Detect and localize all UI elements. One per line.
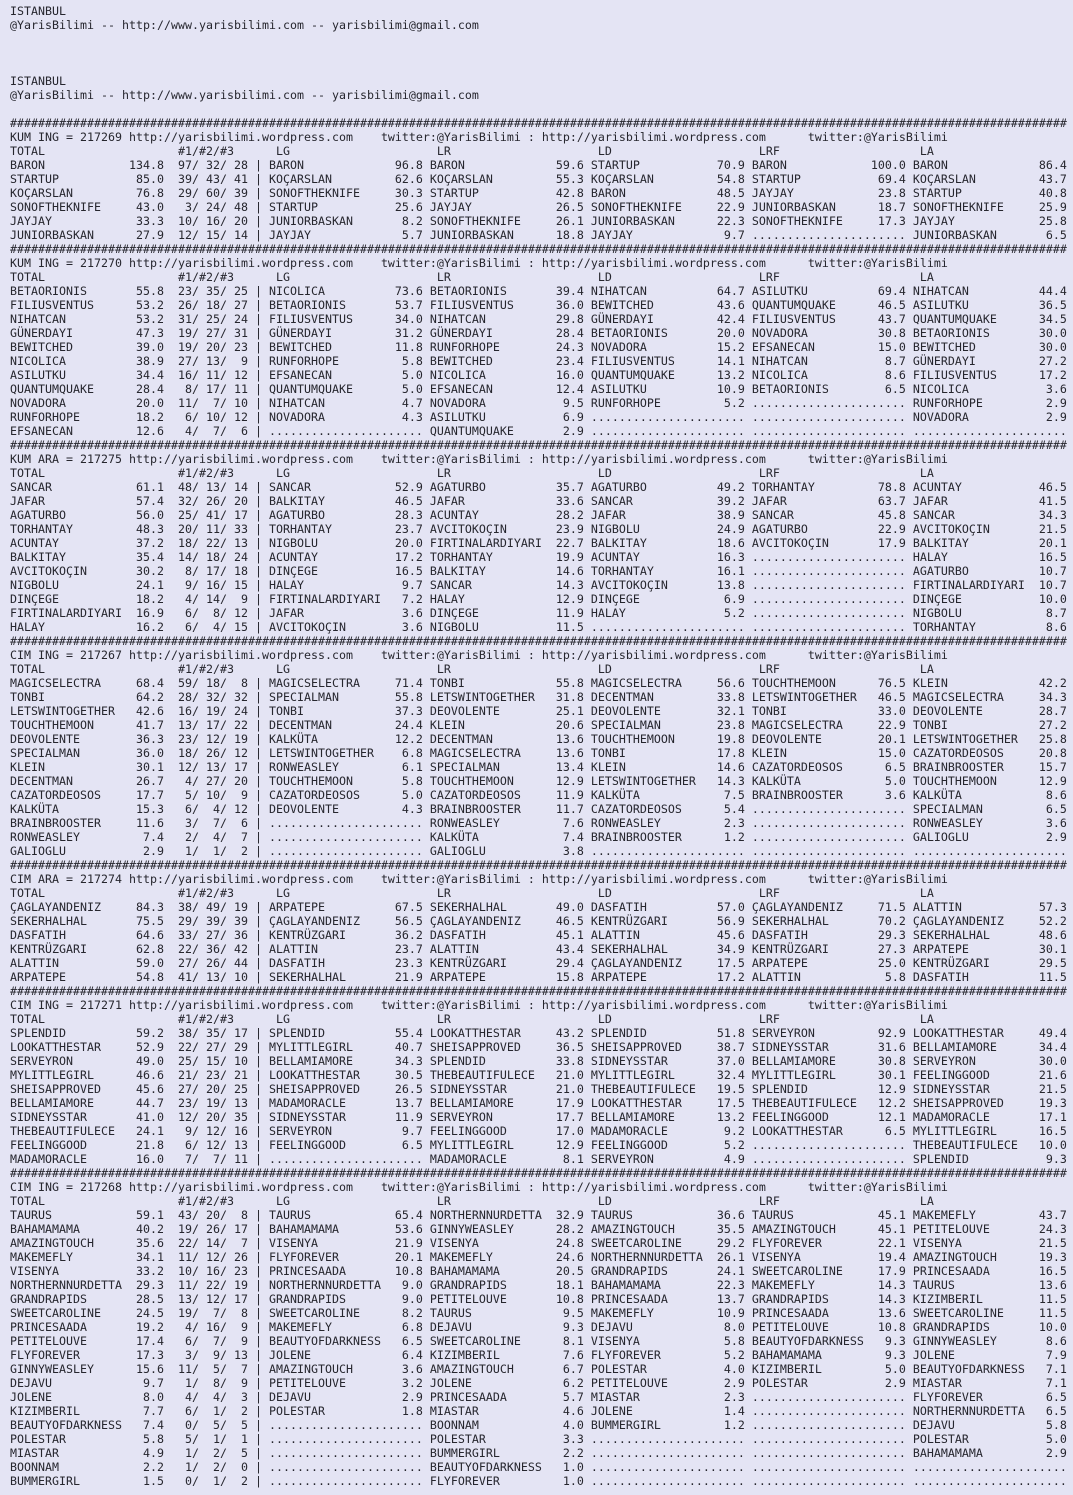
stat-row-line: TAURUS 59.1 43/ 20/ 8 | TAURUS 65.4 NORTHERNNURDETTA 32.9 TAURUS 36.6 TAURUS 45.1 MAKEMEFLY 43.7 [10, 1208, 1067, 1222]
section-separator: ####################################################################################################################################################### [10, 1166, 1067, 1180]
stat-row-line: JAYJAY 33.3 10/ 16/ 20 | JUNIORBASKAN 8.2 SONOFTHEKNIFE 26.1 JUNIORBASKAN 22.3 SONOFTHEKNIFE 17.3 JAYJAY 25.8 [10, 214, 1067, 228]
stat-row-line: RUNFORHOPE 18.2 6/ 10/ 12 | NOVADORA 4.3 ASILUTKU 6.9 ...................... ...................... NOVADORA 2.9 [10, 410, 1067, 424]
stat-row-line: BOONNAM 2.2 1/ 2/ 0 | ...................... BEAUTYOFDARKNESS 1.0 ...................... ...................... ...................... [10, 1460, 1067, 1474]
stat-row-line: FLYFOREVER 17.3 3/ 9/ 13 | JOLENE 6.4 KIZIMBERIL 7.6 FLYFOREVER 5.2 BAHAMAMAMA 9.3 JOLENE 7.9 [10, 1348, 1067, 1362]
section-title-line: KUM ING = 217269 http://yarisbilimi.wordpress.com twitter:@YarisBilimi : http://yarisbilimi.wordpress.com twitter:@YarisBilimi [10, 130, 948, 144]
stat-row-line: NIGBOLU 24.1 9/ 16/ 15 | HALAY 9.7 SANCAR 14.3 AVCITOKOÇIN 13.8 ...................... FIRTINALARDIYARI 10.7 [10, 578, 1067, 592]
stat-row-line: BUMMERGIRL 1.5 0/ 1/ 2 | ...................... FLYFOREVER 1.0 ...................... ...................... ...................... [10, 1474, 1067, 1488]
stat-row-line: BRAINBROOSTER 11.6 3/ 7/ 6 | ...................... RONWEASLEY 7.6 RONWEASLEY 2.3 ...................... RONWEASLEY 3.6 [10, 816, 1067, 830]
stat-row-line: JUNIORBASKAN 27.9 12/ 15/ 14 | JAYJAY 5.7 JUNIORBASKAN 18.8 JAYJAY 9.7 ...................... JUNIORBASKAN 6.5 [10, 228, 1067, 242]
stat-row-line: SWEETCAROLINE 24.5 19/ 7/ 8 | SWEETCAROLINE 8.2 TAURUS 9.5 MAKEMEFLY 10.9 PRINCESAADA 13.6 SWEETCAROLINE 11.5 [10, 1306, 1067, 1320]
stat-row-line: SHEISAPPROVED 45.6 27/ 20/ 25 | SHEISAPPROVED 26.5 SIDNEYSSTAR 21.0 THEBEAUTIFULECE 19.5 SPLENDID 12.9 SIDNEYSSTAR 21.5 [10, 1082, 1067, 1096]
stat-row-line: TOUCHTHEMOON 41.7 13/ 17/ 22 | DECENTMAN 24.4 KLEIN 20.6 SPECIALMAN 23.8 MAGICSELECTRA 22.9 TONBI 27.2 [10, 718, 1067, 732]
section-separator: ####################################################################################################################################################### [10, 634, 1067, 648]
stat-row-line: RONWEASLEY 7.4 2/ 4/ 7 | ...................... KALKÜTA 7.4 BRAINBROOSTER 1.2 ...................... GALIOGLU 2.9 [10, 830, 1067, 844]
column-header-line: TOTAL #1/#2/#3 LG LR LD LRF LA [10, 1194, 1067, 1208]
stat-row-line: ASILUTKU 34.4 16/ 11/ 12 | EFSANECAN 5.0 NICOLICA 16.0 QUANTUMQUAKE 13.2 NICOLICA 8.6 FILIUSVENTUS 17.2 [10, 368, 1067, 382]
section-title-line: CIM ING = 217267 http://yarisbilimi.wordpress.com twitter:@YarisBilimi : http://yarisbilimi.wordpress.com twitter:@YarisBilimi [10, 648, 948, 662]
stat-row-line: FIRTINALARDIYARI 16.9 6/ 8/ 12 | JAFAR 3.6 DINÇEGE 11.9 HALAY 5.2 ...................... NIGBOLU 8.7 [10, 606, 1067, 620]
stat-row-line: MYLITTLEGIRL 46.6 21/ 23/ 21 | LOOKATTHESTAR 30.5 THEBEAUTIFULECE 21.0 MYLITTLEGIRL 32.4 MYLITTLEGIRL 30.1 FEELINGGOOD 21.6 [10, 1068, 1067, 1082]
stat-row-line: KENTRÜZGARI 62.8 22/ 36/ 42 | ALATTIN 23.7 ALATTIN 43.4 SEKERHALHAL 34.9 KENTRÜZGARI 27.3 ARPATEPE 30.1 [10, 942, 1067, 956]
column-header-line: TOTAL #1/#2/#3 LG LR LD LRF LA [10, 886, 1067, 900]
section-separator: ####################################################################################################################################################### [10, 242, 1067, 256]
stat-row-line: NICOLICA 38.9 27/ 13/ 9 | RUNFORHOPE 5.8 BEWITCHED 23.4 FILIUSVENTUS 14.1 NIHATCAN 8.7 GÜNERDAYI 27.2 [10, 354, 1067, 368]
stat-row-line: POLESTAR 5.8 5/ 1/ 1 | ...................... POLESTAR 3.3 ...................... ...................... POLESTAR 5.0 [10, 1432, 1067, 1446]
stat-row-line: MADAMORACLE 16.0 7/ 7/ 11 | ...................... MADAMORACLE 8.1 SERVEYRON 4.9 ...................... SPLENDID 9.3 [10, 1152, 1067, 1166]
section-separator: ####################################################################################################################################################### [10, 984, 1067, 998]
stat-row-line: NORTHERNNURDETTA 29.3 11/ 22/ 19 | NORTHERNNURDETTA 9.0 GRANDRAPIDS 18.1 BAHAMAMAMA 22.3 MAKEMEFLY 14.3 TAURUS 13.6 [10, 1278, 1067, 1292]
stat-row-line: DECENTMAN 26.7 4/ 27/ 20 | TOUCHTHEMOON 5.8 TOUCHTHEMOON 12.9 LETSWINTOGETHER 14.3 KALKÜTA 5.0 TOUCHTHEMOON 12.9 [10, 774, 1067, 788]
stat-row-line: SPLENDID 59.2 38/ 35/ 17 | SPLENDID 55.4 LOOKATTHESTAR 43.2 SPLENDID 51.8 SERVEYRON 92.9 LOOKATTHESTAR 49.4 [10, 1026, 1067, 1040]
stat-row-line: FEELINGGOOD 21.8 6/ 12/ 13 | FEELINGGOOD 6.5 MYLITTLEGIRL 12.9 FEELINGGOOD 5.2 ...................... THEBEAUTIFULECE 10.0 [10, 1138, 1067, 1152]
stat-row-line: KLEIN 30.1 12/ 13/ 17 | RONWEASLEY 6.1 SPECIALMAN 13.4 KLEIN 14.6 CAZATORDEOSOS 6.5 BRAINBROOSTER 15.7 [10, 760, 1067, 774]
stat-row-line: BELLAMIAMORE 44.7 23/ 19/ 13 | MADAMORACLE 13.7 BELLAMIAMORE 17.9 LOOKATTHESTAR 17.5 THEBEAUTIFULECE 12.2 SHEISAPPROVED 19.3 [10, 1096, 1067, 1110]
stat-row-line: NOVADORA 20.0 11/ 7/ 10 | NIHATCAN 4.7 NOVADORA 9.5 RUNFORHOPE 5.2 ...................... RUNFORHOPE 2.9 [10, 396, 1067, 410]
stat-row-line: KOÇARSLAN 76.8 29/ 60/ 39 | SONOFTHEKNIFE 30.3 STARTUP 42.8 BARON 48.5 JAYJAY 23.8 STARTUP 40.8 [10, 186, 1067, 200]
stat-row-line: SANCAR 61.1 48/ 13/ 14 | SANCAR 52.9 AGATURBO 35.7 AGATURBO 49.2 TORHANTAY 78.8 ACUNTAY 46.5 [10, 480, 1067, 494]
stat-row-line: AMAZINGTOUCH 35.6 22/ 14/ 7 | VISENYA 21.9 VISENYA 24.8 SWEETCAROLINE 29.2 FLYFOREVER 22.1 VISENYA 21.5 [10, 1236, 1067, 1250]
section-separator: ####################################################################################################################################################### [10, 438, 1067, 452]
stat-row-line: DINÇEGE 18.2 4/ 14/ 9 | FIRTINALARDIYARI 7.2 HALAY 12.9 DINÇEGE 6.9 ...................... DINÇEGE 10.0 [10, 592, 1067, 606]
stat-row-line: THEBEAUTIFULECE 24.1 9/ 12/ 16 | SERVEYRON 9.7 FEELINGGOOD 17.0 MADAMORACLE 9.2 LOOKATTHESTAR 6.5 MYLITTLEGIRL 16.5 [10, 1124, 1067, 1138]
stat-row-line: HALAY 16.2 6/ 4/ 15 | AVCITOKOÇIN 3.6 NIGBOLU 11.5 ...................... ...................... TORHANTAY 8.6 [10, 620, 1067, 634]
column-header-line: TOTAL #1/#2/#3 LG LR LD LRF LA [10, 466, 1067, 480]
column-header-line: TOTAL #1/#2/#3 LG LR LD LRF LA [10, 1012, 1067, 1026]
stat-row-line: BETAORIONIS 55.8 23/ 35/ 25 | NICOLICA 73.6 BETAORIONIS 39.4 NIHATCAN 64.7 ASILUTKU 69.4 NIHATCAN 44.4 [10, 284, 1067, 298]
section-title-line: KUM ARA = 217275 http://yarisbilimi.wordpress.com twitter:@YarisBilimi : http://yarisbilimi.wordpress.com twitter:@YarisBilimi [10, 452, 948, 466]
stat-row-line: KIZIMBERIL 7.7 6/ 1/ 2 | POLESTAR 1.8 MIASTAR 4.6 JOLENE 1.4 ...................... NORTHERNNURDETTA 6.5 [10, 1404, 1067, 1418]
column-header-line: TOTAL #1/#2/#3 LG LR LD LRF LA [10, 270, 1067, 284]
stat-row-line: TONBI 64.2 28/ 32/ 32 | SPECIALMAN 55.8 LETSWINTOGETHER 31.8 DECENTMAN 33.8 LETSWINTOGETHER 46.5 MAGICSELECTRA 34.3 [10, 690, 1067, 704]
section-title-line: CIM ING = 217271 http://yarisbilimi.wordpress.com twitter:@YarisBilimi : http://yarisbilimi.wordpress.com twitter:@YarisBilimi [10, 998, 948, 1012]
stat-row-line: BAHAMAMAMA 40.2 19/ 26/ 17 | BAHAMAMAMA 53.6 GINNYWEASLEY 28.2 AMAZINGTOUCH 35.5 AMAZINGTOUCH 45.1 PETITELOUVE 24.3 [10, 1222, 1067, 1236]
blank-line [10, 102, 1073, 116]
blank-line [10, 32, 1073, 46]
city-line-repeat: ISTANBUL [10, 74, 66, 88]
stat-row-line: MAGICSELECTRA 68.4 59/ 18/ 8 | MAGICSELECTRA 71.4 TONBI 55.8 MAGICSELECTRA 56.6 TOUCHTHEMOON 76.5 KLEIN 42.2 [10, 676, 1067, 690]
stat-row-line: SERVEYRON 49.0 25/ 15/ 10 | BELLAMIAMORE 34.3 SPLENDID 33.8 SIDNEYSSTAR 37.0 BELLAMIAMORE 30.8 SERVEYRON 30.0 [10, 1054, 1067, 1068]
stat-row-line: QUANTUMQUAKE 28.4 8/ 17/ 11 | QUANTUMQUAKE 5.0 EFSANECAN 12.4 ASILUTKU 10.9 BETAORIONIS 6.5 NICOLICA 3.6 [10, 382, 1067, 396]
stat-row-line: GINNYWEASLEY 15.6 11/ 5/ 7 | AMAZINGTOUCH 3.6 AMAZINGTOUCH 6.7 POLESTAR 4.0 KIZIMBERIL 5.0 BEAUTYOFDARKNESS 7.1 [10, 1362, 1067, 1376]
report-body [10, 116, 1073, 1488]
contact-line-repeat: @YarisBilimi -- http://www.yarisbilimi.com -- yarisbilimi@gmail.com [10, 88, 479, 102]
stat-row-line: STARTUP 85.0 39/ 43/ 41 | KOÇARSLAN 62.6 KOÇARSLAN 55.3 KOÇARSLAN 54.8 STARTUP 69.4 KOÇARSLAN 43.7 [10, 172, 1067, 186]
blank-line [10, 60, 1073, 74]
stat-row-line: BEWITCHED 39.0 19/ 20/ 23 | BEWITCHED 11.8 RUNFORHOPE 24.3 NOVADORA 15.2 EFSANECAN 15.0 BEWITCHED 30.0 [10, 340, 1067, 354]
stat-row-line: ARPATEPE 54.8 41/ 13/ 10 | SEKERHALHAL 21.9 ARPATEPE 15.8 ARPATEPE 17.2 ALATTIN 5.8 DASFATIH 11.5 [10, 970, 1067, 984]
stat-row-line: SPECIALMAN 36.0 18/ 26/ 12 | LETSWINTOGETHER 6.8 MAGICSELECTRA 13.6 TONBI 17.8 KLEIN 15.0 CAZATORDEOSOS 20.8 [10, 746, 1067, 760]
stat-row-line: BEAUTYOFDARKNESS 7.4 0/ 5/ 5 | ...................... BOONNAM 4.0 BUMMERGIRL 1.2 ...................... DEJAVU 5.8 [10, 1418, 1067, 1432]
section-title-line: CIM ARA = 217274 http://yarisbilimi.wordpress.com twitter:@YarisBilimi : http://yarisbilimi.wordpress.com twitter:@YarisBilimi [10, 872, 948, 886]
stat-row-line: CAZATORDEOSOS 17.7 5/ 10/ 9 | CAZATORDEOSOS 5.0 CAZATORDEOSOS 11.9 KALKÜTA 7.5 BRAINBROOSTER 3.6 KALKÜTA 8.6 [10, 788, 1067, 802]
stat-row-line: VISENYA 33.2 10/ 16/ 23 | PRINCESAADA 10.8 BAHAMAMAMA 20.5 GRANDRAPIDS 24.1 SWEETCAROLINE 17.9 PRINCESAADA 16.5 [10, 1264, 1067, 1278]
stat-row-line: ALATTIN 59.0 27/ 26/ 44 | DASFATIH 23.3 KENTRÜZGARI 29.4 ÇAGLAYANDENIZ 17.5 ARPATEPE 25.0 KENTRÜZGARI 29.5 [10, 956, 1067, 970]
stat-row-line: AGATURBO 56.0 25/ 41/ 17 | AGATURBO 28.3 ACUNTAY 28.2 JAFAR 38.9 SANCAR 45.8 SANCAR 34.3 [10, 508, 1067, 522]
stat-row-line: PRINCESAADA 19.2 4/ 16/ 9 | MAKEMEFLY 6.8 DEJAVU 9.3 DEJAVU 8.0 PETITELOUVE 10.8 GRANDRAPIDS 10.0 [10, 1320, 1067, 1334]
city-line: ISTANBUL [10, 4, 66, 18]
stat-row-line: AVCITOKOÇIN 30.2 8/ 17/ 18 | DINÇEGE 16.5 BALKITAY 14.6 TORHANTAY 16.1 ...................... AGATURBO 10.7 [10, 564, 1067, 578]
stat-row-line: JOLENE 8.0 4/ 4/ 3 | DEJAVU 2.9 PRINCESAADA 5.7 MIASTAR 2.3 ...................... FLYFOREVER 6.5 [10, 1390, 1067, 1404]
stat-row-line: GÜNERDAYI 47.3 19/ 27/ 31 | GÜNERDAYI 31.2 GÜNERDAYI 28.4 BETAORIONIS 20.0 NOVADORA 30.8 BETAORIONIS 30.0 [10, 326, 1067, 340]
stat-row-line: DASFATIH 64.6 33/ 27/ 36 | KENTRÜZGARI 36.2 DASFATIH 45.1 ALATTIN 45.6 DASFATIH 29.3 SEKERHALHAL 48.6 [10, 928, 1067, 942]
section-title-line: KUM ING = 217270 http://yarisbilimi.wordpress.com twitter:@YarisBilimi : http://yarisbilimi.wordpress.com twitter:@YarisBilimi [10, 256, 948, 270]
stat-row-line: LOOKATTHESTAR 52.9 22/ 27/ 29 | MYLITTLEGIRL 40.7 SHEISAPPROVED 36.5 SHEISAPPROVED 38.7 SIDNEYSSTAR 31.6 BELLAMIAMORE 34.4 [10, 1040, 1067, 1054]
stat-row-line: MIASTAR 4.9 1/ 2/ 5 | ...................... BUMMERGIRL 2.2 ...................... ...................... BAHAMAMAMA 2.9 [10, 1446, 1067, 1460]
stat-row-line: SONOFTHEKNIFE 43.0 3/ 24/ 48 | STARTUP 25.6 JAYJAY 26.5 SONOFTHEKNIFE 22.9 JUNIORBASKAN 18.7 SONOFTHEKNIFE 25.9 [10, 200, 1067, 214]
stat-row-line: LETSWINTOGETHER 42.6 16/ 19/ 24 | TONBI 37.3 DEOVOLENTE 25.1 DEOVOLENTE 32.1 TONBI 33.0 DEOVOLENTE 28.7 [10, 704, 1067, 718]
stat-row-line: ÇAGLAYANDENIZ 84.3 38/ 49/ 19 | ARPATEPE 67.5 SEKERHALHAL 49.0 DASFATIH 57.0 ÇAGLAYANDENIZ 71.5 ALATTIN 57.3 [10, 900, 1067, 914]
stat-row-line: MAKEMEFLY 34.1 11/ 12/ 26 | FLYFOREVER 20.1 MAKEMEFLY 24.6 NORTHERNNURDETTA 26.1 VISENYA 19.4 AMAZINGTOUCH 19.3 [10, 1250, 1067, 1264]
stat-row-line: TORHANTAY 48.3 20/ 11/ 33 | TORHANTAY 23.7 AVCITOKOÇIN 23.9 NIGBOLU 24.9 AGATURBO 22.9 AVCITOKOÇIN 21.5 [10, 522, 1067, 536]
section-separator: ####################################################################################################################################################### [10, 858, 1067, 872]
section-title-line: CIM ING = 217268 http://yarisbilimi.wordpress.com twitter:@YarisBilimi : http://yarisbilimi.wordpress.com twitter:@YarisBilimi [10, 1180, 948, 1194]
stat-row-line: DEOVOLENTE 36.3 23/ 12/ 19 | KALKÜTA 12.2 DECENTMAN 13.6 TOUCHTHEMOON 19.8 DEOVOLENTE 20.1 LETSWINTOGETHER 25.8 [10, 732, 1067, 746]
stat-row-line: BALKITAY 35.4 14/ 18/ 24 | ACUNTAY 17.2 TORHANTAY 19.9 ACUNTAY 16.3 ...................... HALAY 16.5 [10, 550, 1067, 564]
stat-row-line: NIHATCAN 53.2 31/ 25/ 24 | FILIUSVENTUS 34.0 NIHATCAN 29.8 GÜNERDAYI 42.4 FILIUSVENTUS 43.7 QUANTUMQUAKE 34.5 [10, 312, 1067, 326]
stat-row-line: GALIOGLU 2.9 1/ 1/ 2 | ...................... GALIOGLU 3.8 ...................... ...................... ...................... [10, 844, 1067, 858]
column-header-line: TOTAL #1/#2/#3 LG LR LD LRF LA [10, 144, 1067, 158]
contact-line: @YarisBilimi -- http://www.yarisbilimi.com -- yarisbilimi@gmail.com [10, 18, 479, 32]
stat-row-line: SIDNEYSSTAR 41.0 12/ 20/ 35 | SIDNEYSSTAR 11.9 SERVEYRON 17.7 BELLAMIAMORE 13.2 FEELINGGOOD 12.1 MADAMORACLE 17.1 [10, 1110, 1067, 1124]
stat-row-line: GRANDRAPIDS 28.5 13/ 12/ 17 | GRANDRAPIDS 9.0 PETITELOUVE 10.8 PRINCESAADA 13.7 GRANDRAPIDS 14.3 KIZIMBERIL 11.5 [10, 1292, 1067, 1306]
stat-row-line: DEJAVU 9.7 1/ 8/ 9 | PETITELOUVE 3.2 JOLENE 6.2 PETITELOUVE 2.9 POLESTAR 2.9 MIASTAR 7.1 [10, 1376, 1067, 1390]
blank-line [10, 46, 1073, 60]
stat-row-line: JAFAR 57.4 32/ 26/ 20 | BALKITAY 46.5 JAFAR 33.6 SANCAR 39.2 JAFAR 63.7 JAFAR 41.5 [10, 494, 1067, 508]
stat-row-line: SEKERHALHAL 75.5 29/ 39/ 39 | ÇAGLAYANDENIZ 56.5 ÇAGLAYANDENIZ 46.5 KENTRÜZGARI 56.9 SEKERHALHAL 70.2 ÇAGLAYANDENIZ 52.2 [10, 914, 1067, 928]
section-separator: ####################################################################################################################################################### [10, 116, 1067, 130]
stat-row-line: FILIUSVENTUS 53.2 26/ 18/ 27 | BETAORIONIS 53.7 FILIUSVENTUS 36.0 BEWITCHED 43.6 QUANTUMQUAKE 46.5 ASILUTKU 36.5 [10, 298, 1067, 312]
column-header-line: TOTAL #1/#2/#3 LG LR LD LRF LA [10, 662, 1067, 676]
stat-row-line: BARON 134.8 97/ 32/ 28 | BARON 96.8 BARON 59.6 STARTUP 70.9 BARON 100.0 BARON 86.4 [10, 158, 1067, 172]
stat-row-line: ACUNTAY 37.2 18/ 22/ 13 | NIGBOLU 20.0 FIRTINALARDIYARI 22.7 BALKITAY 18.6 AVCITOKOÇIN 17.9 BALKITAY 20.1 [10, 536, 1067, 550]
stat-row-line: PETITELOUVE 17.4 6/ 7/ 9 | BEAUTYOFDARKNESS 6.5 SWEETCAROLINE 8.1 VISENYA 5.8 BEAUTYOFDARKNESS 9.3 GINNYWEASLEY 8.6 [10, 1334, 1067, 1348]
stat-row-line: KALKÜTA 15.3 6/ 4/ 12 | DEOVOLENTE 4.3 BRAINBROOSTER 11.7 CAZATORDEOSOS 5.4 ...................... SPECIALMAN 6.5 [10, 802, 1067, 816]
stat-row-line: EFSANECAN 12.6 4/ 7/ 6 | ...................... QUANTUMQUAKE 2.9 ...................... ...................... ...................... [10, 424, 1067, 438]
